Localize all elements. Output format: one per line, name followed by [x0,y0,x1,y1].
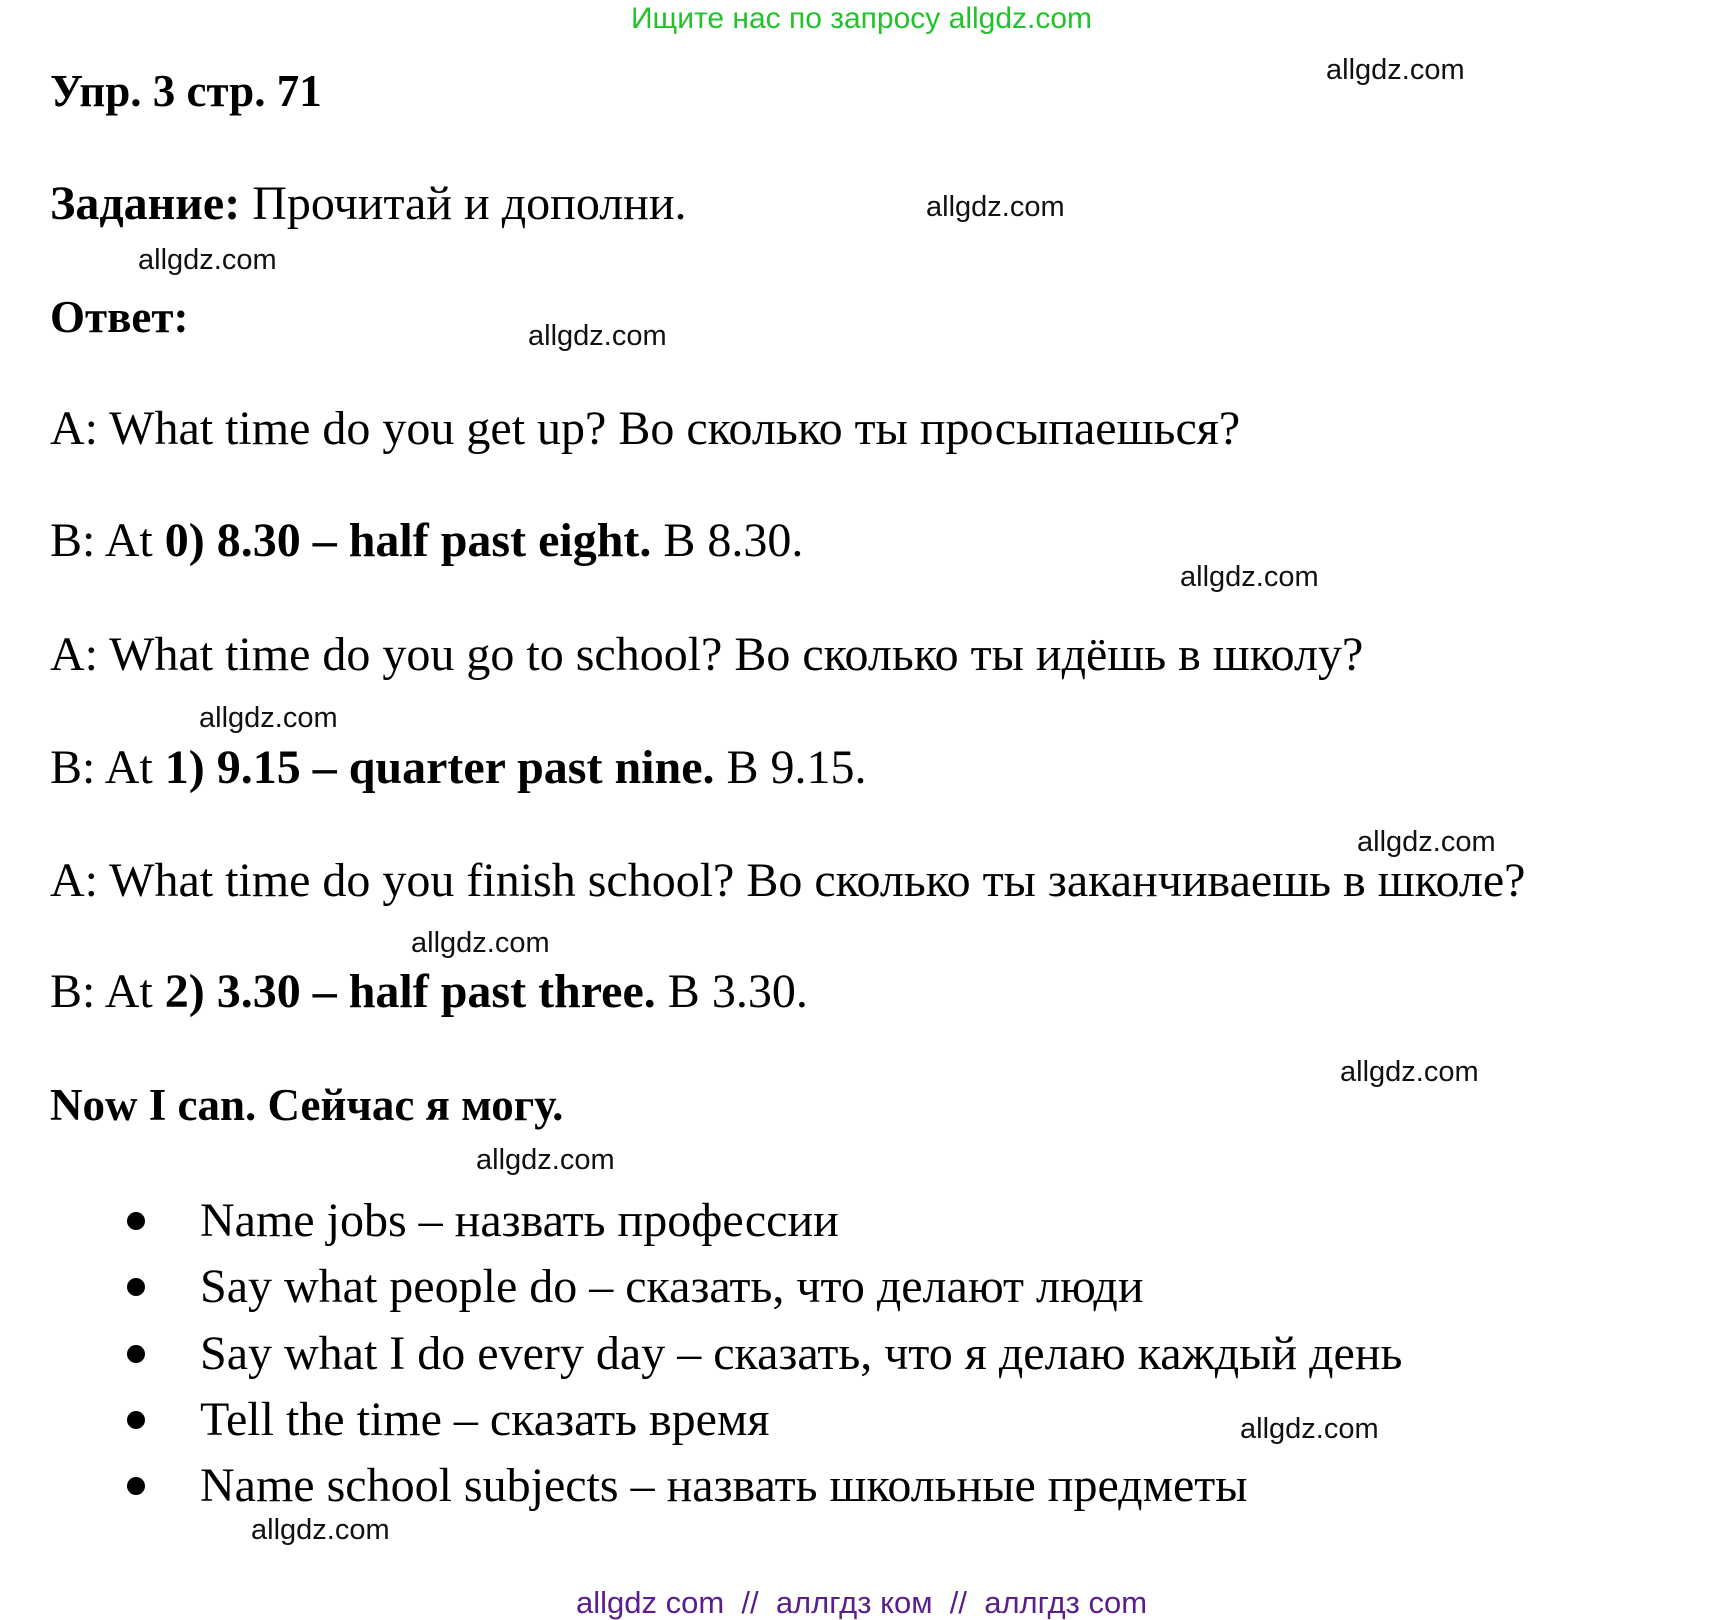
dialogue-line-4 [50,741,867,794]
line-suffix: В 3.30. [655,965,808,1018]
watermark: allgdz.com [138,244,277,276]
task-line [50,177,687,230]
dialogue-line-2 [50,514,804,567]
watermark: allgdz.com [1240,1413,1379,1445]
task-label: Задание: [50,177,241,230]
footer-watermark: allgdz com // аллгдз ком // аллгдз com [575,1585,1148,1620]
watermark: allgdz.com [411,927,550,959]
line-prefix: B: At [50,965,165,1018]
watermark: allgdz.com [1180,561,1319,593]
list-item: Say what I do every day – сказать, что я делаю каждый день [200,1327,1403,1380]
watermark: allgdz.com [199,702,338,734]
answer-bold: 0) 8.30 – half past eight. [164,514,652,567]
dialogue-line-6 [50,965,808,1018]
bullet-icon [127,1212,145,1230]
page-heading: Упр. 3 стр. 71 [50,66,322,116]
answer-bold: 2) 3.30 – half past three. [164,965,656,1018]
watermark: allgdz.com [926,191,1065,223]
bullet-icon [127,1411,145,1429]
list-item: Name school subjects – назвать школьные предметы [200,1459,1248,1512]
watermark: allgdz.com [476,1144,615,1176]
task-text: Прочитай и дополни. [240,177,687,230]
bullet-icon [127,1345,145,1363]
now-i-can-heading: Now I can. Сейчас я могу. [50,1080,564,1130]
watermark: allgdz.com [251,1514,390,1546]
watermark: allgdz.com [1340,1056,1479,1088]
watermark: allgdz.com [1357,826,1496,858]
watermark: allgdz.com [528,320,667,352]
list-item: Say what people do – сказать, что делают люди [200,1260,1144,1313]
answer-label: Ответ: [50,292,189,342]
line-prefix: B: At [50,741,165,794]
line-suffix: В 8.30. [651,514,804,567]
list-item: Tell the time – сказать время [200,1393,770,1446]
search-banner: Ищите нас по запросу allgdz.com [630,2,1093,35]
dialogue-line-3: A: What time do you go to school? Во сколько ты идёшь в школу? [50,628,1364,681]
list-item: Name jobs – назвать профессии [200,1194,839,1247]
answer-bold: 1) 9.15 – quarter past nine. [164,741,715,794]
line-prefix: B: At [50,514,165,567]
dialogue-line-5: A: What time do you finish school? Во сколько ты заканчиваешь в школе? [50,854,1526,907]
watermark: allgdz.com [1326,54,1465,86]
bullet-icon [127,1278,145,1296]
bullet-icon [127,1477,145,1495]
dialogue-line-1: A: What time do you get up? Во сколько ты просыпаешься? [50,402,1241,455]
line-suffix: В 9.15. [714,741,867,794]
